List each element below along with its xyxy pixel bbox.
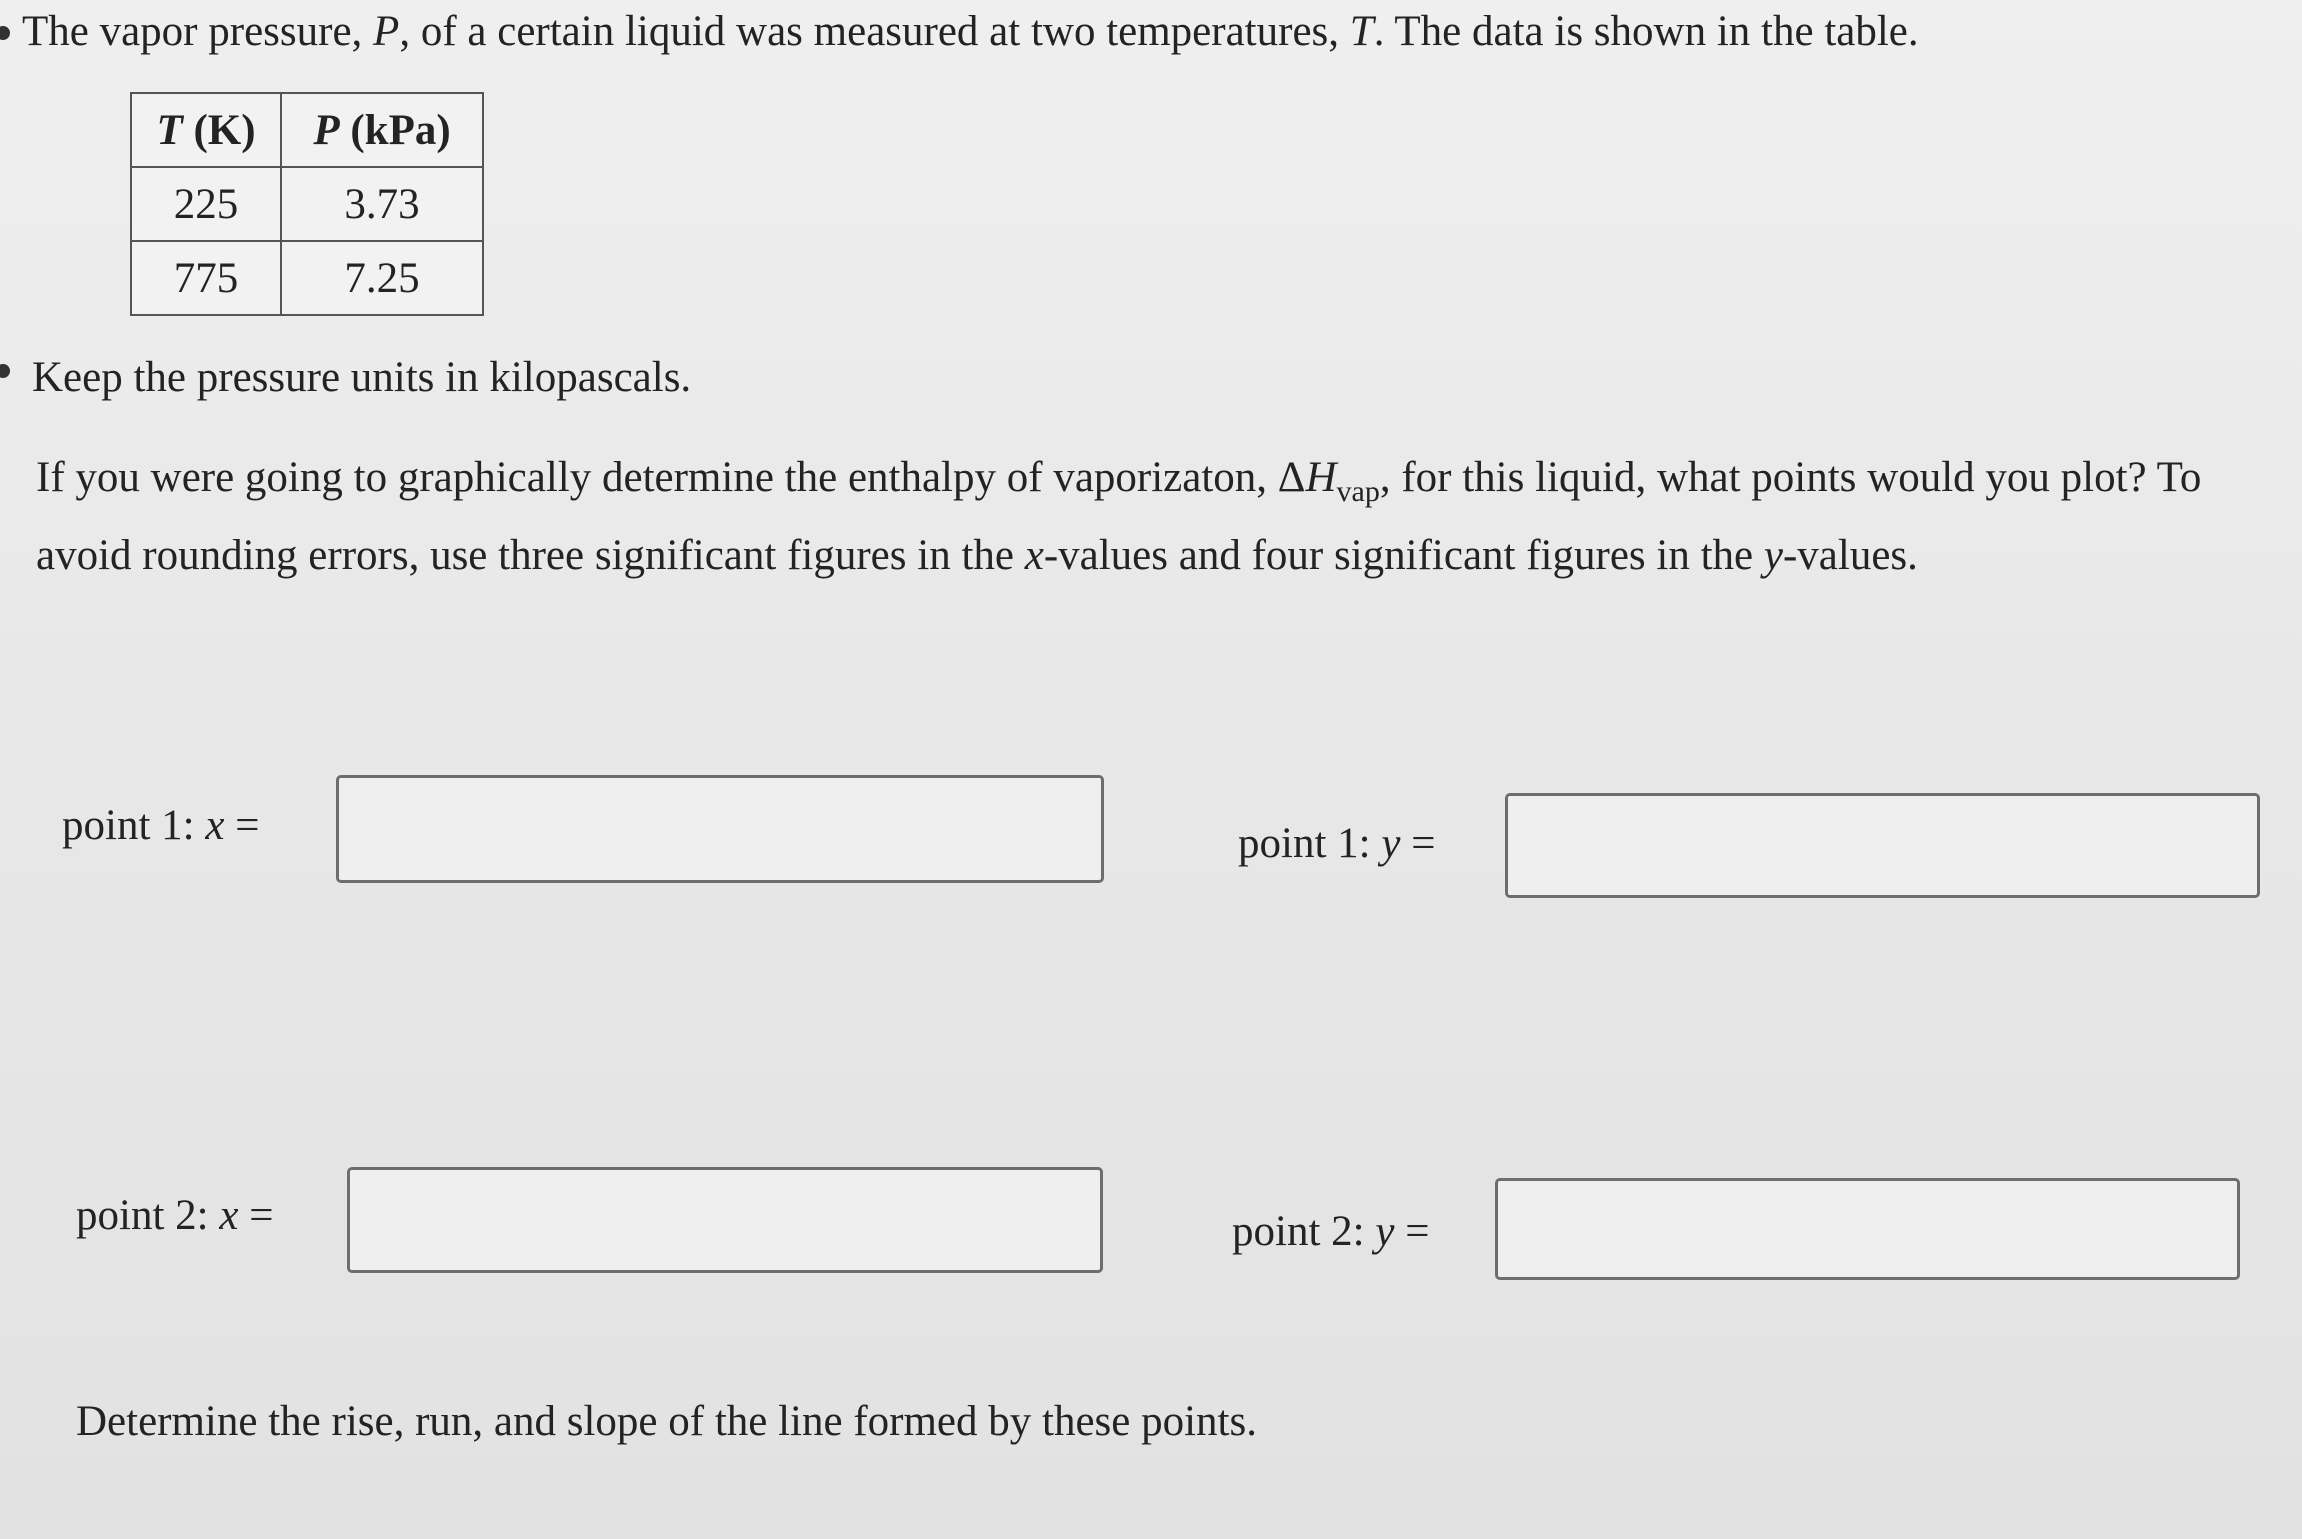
bullet-dot: [0, 364, 10, 378]
cell-temperature: 775: [131, 241, 281, 315]
units-note: Keep the pressure units in kilopascals.: [32, 354, 692, 401]
table-header-row: [131, 93, 483, 167]
data-table: [130, 92, 484, 316]
point2-x-label: point 2: x =: [76, 1192, 274, 1239]
point2-x-input[interactable]: [347, 1167, 1103, 1273]
header-pressure: P (kPa): [281, 93, 483, 167]
cell-pressure: 3.73: [281, 167, 483, 241]
header-temperature: T (K): [131, 93, 281, 167]
table-row: [131, 167, 483, 241]
point1-y-input[interactable]: [1505, 793, 2260, 898]
point2-y-label: point 2: y =: [1232, 1208, 1430, 1255]
point1-x-label: point 1: x =: [62, 802, 260, 849]
table-row: [131, 241, 483, 315]
instruction-text: Determine the rise, run, and slope of the line formed by these points.: [76, 1398, 1257, 1445]
point2-y-input[interactable]: [1495, 1178, 2240, 1280]
point1-y-label: point 1: y =: [1238, 820, 1436, 867]
point1-x-input[interactable]: [336, 775, 1104, 883]
cell-temperature: 225: [131, 167, 281, 241]
cell-pressure: 7.25: [281, 241, 483, 315]
question-text: If you were going to graphically determine the enthalpy of vaporizaton, $\Delta H_{vap}$, for this liquid, what points would you plot? To avoid rounding errors, use three significant figures in the x-values and four significant figures in the y-values.: [36, 454, 2202, 579]
bullet-dot: [0, 26, 10, 40]
intro-text: The vapor pressure, P, of a certain liquid was measured at two temperatures, T. The data is shown in the table.: [22, 8, 1919, 55]
